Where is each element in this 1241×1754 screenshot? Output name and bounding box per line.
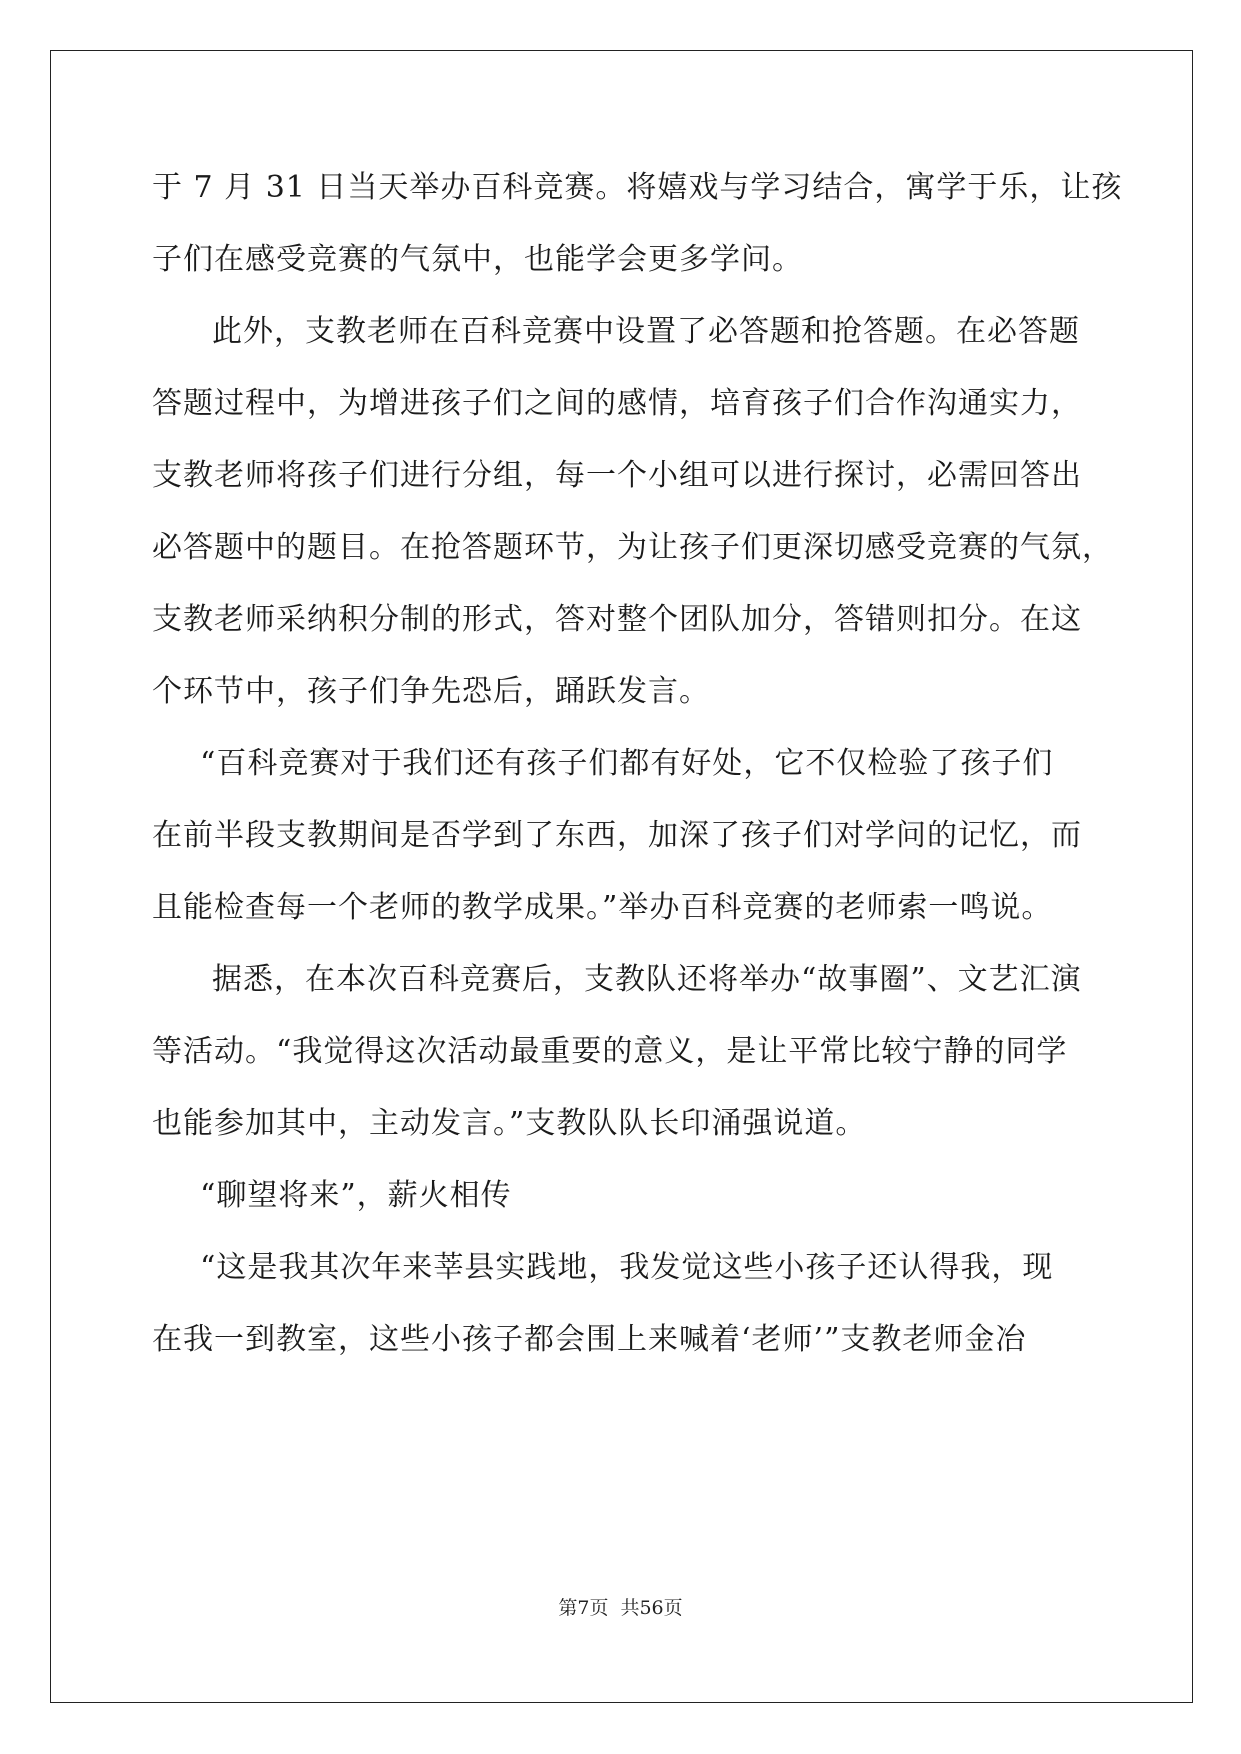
page-number: 第7页 bbox=[558, 1597, 609, 1619]
text-line: 在前半段支教期间是否学到了东西，加深了孩子们对学问的记忆，而 bbox=[152, 818, 1082, 853]
text-line: 必答题中的题目。在抢答题环节，为让孩子们更深切感受竞赛的气氛， bbox=[152, 530, 1113, 565]
paragraph-start-line: 据悉，在本次百科竞赛后，支教队还将举办“故事圈”、文艺汇演 bbox=[212, 962, 1082, 997]
text-line: 也能参加其中，主动发言。”支教队队长印涌强说道。 bbox=[152, 1106, 867, 1141]
section-heading: “聊望将来”，薪火相传 bbox=[200, 1178, 512, 1213]
paragraph-start-line: 此外，支教老师在百科竞赛中设置了必答题和抢答题。在必答题 bbox=[212, 314, 1080, 349]
page-total: 共56页 bbox=[620, 1597, 683, 1619]
page-border bbox=[50, 50, 1193, 1703]
text-line: 于 7 月 31 日当天举办百科竞赛。将嬉戏与学习结合，寓学于乐，让孩 bbox=[152, 170, 1123, 205]
text-line: 在我一到教室，这些小孩子都会围上来喊着‘老师’”支教老师金冶 bbox=[152, 1322, 1027, 1357]
page-footer bbox=[0, 1596, 1241, 1620]
text-line: 支教老师采纳积分制的形式，答对整个团队加分，答错则扣分。在这 bbox=[152, 602, 1082, 637]
text-line: 等活动。“我觉得这次活动最重要的意义，是让平常比较宁静的同学 bbox=[152, 1034, 1068, 1069]
text-line: 子们在感受竞赛的气氛中，也能学会更多学问。 bbox=[152, 242, 803, 277]
paragraph-start-line: “百科竞赛对于我们还有孩子们都有好处，它不仅检验了孩子们 bbox=[200, 746, 1054, 781]
text-line: 且能检查每一个老师的教学成果。”举办百科竞赛的老师索一鸣说。 bbox=[152, 890, 1053, 925]
paragraph-start-line: “这是我其次年来莘县实践地，我发觉这些小孩子还认得我，现 bbox=[200, 1250, 1054, 1285]
text-line: 支教老师将孩子们进行分组，每一个小组可以进行探讨，必需回答出 bbox=[152, 458, 1082, 493]
text-line: 个环节中，孩子们争先恐后，踊跃发言。 bbox=[152, 674, 710, 709]
text-line: 答题过程中，为增进孩子们之间的感情，培育孩子们合作沟通实力， bbox=[152, 386, 1082, 421]
